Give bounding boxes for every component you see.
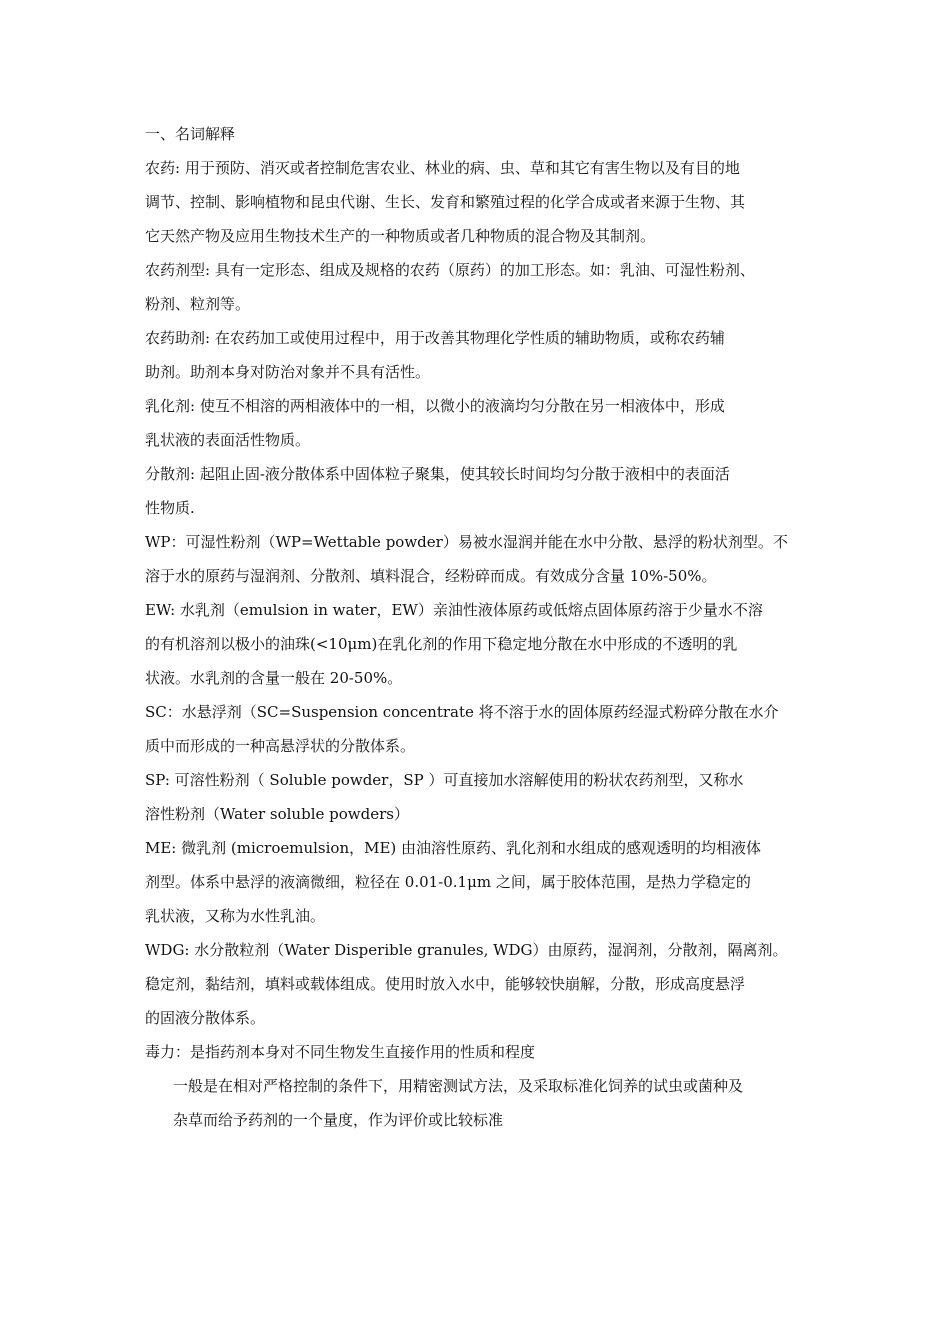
definition-paragraph (145, 321, 810, 389)
text-line: SC：水悬浮剂（SC=Suspension concentrate 将不溶于水的固体原药经湿式粉碎分散在水介 (145, 703, 779, 721)
indented-paragraph (145, 1069, 810, 1137)
text-line: 的有机溶剂以极小的油珠(<10μm)在乳化剂的作用下稳定地分散在水中形成的不透明的乳 (145, 635, 738, 653)
text-line: 乳化剂: 使互不相溶的两相液体中的一相，以微小的液滴均匀分散在另一相液体中，形成 (145, 397, 725, 415)
definition-paragraph (145, 831, 810, 933)
definition-paragraph (145, 525, 810, 593)
definitions-list (145, 151, 810, 1069)
definition-paragraph (145, 933, 810, 1035)
text-line: 它天然产物及应用生物技术生产的一种物质或者几种物质的混合物及其制剂。 (145, 227, 656, 245)
definition-paragraph (145, 457, 810, 525)
definition-paragraph (145, 763, 810, 831)
text-line: 一般是在相对严格控制的条件下，用精密测试方法，及采取标准化饲养的试虫或菌种及 (173, 1077, 744, 1095)
text-line: 调节、控制、影响植物和昆虫代谢、生长、发育和繁殖过程的化学合成或者来源于生物、其 (145, 193, 746, 211)
definition-paragraph (145, 1035, 810, 1069)
text-line: 溶于水的原药与湿润剂、分散剂、填料混合，经粉碎而成。有效成分含量 10%-50%。 (145, 567, 717, 585)
text-line: 剂型。体系中悬浮的液滴微细，粒径在 0.01-0.1μm 之间，属于胶体范围，是热力学稳定的 (145, 873, 751, 891)
definition-paragraph (145, 151, 810, 253)
text-line: ME: 微乳剂 (microemulsion，ME) 由油溶性原药、乳化剂和水组成的感观透明的均相液体 (145, 839, 762, 857)
text-line: 乳状液的表面活性物质。 (145, 431, 311, 449)
text-line: WDG: 水分散粒剂（Water Disperible granules, WDG）由原药，湿润剂，分散剂，隔离剂。 (145, 941, 788, 959)
text-line: 稳定剂，黏结剂，填料或载体组成。使用时放入水中，能够较快崩解，分散，形成高度悬浮 (145, 975, 746, 993)
text-line: 农药剂型: 具有一定形态、组成及规格的农药（原药）的加工形态。如：乳油、可湿性粉剂、 (145, 261, 755, 279)
text-line: 分散剂: 起阻止固-液分散体系中固体粒子聚集，使其较长时间均匀分散于液相中的表面活 (145, 465, 730, 483)
text-line: WP：可湿性粉剂（WP=Wettable powder）易被水湿润并能在水中分散、悬浮的粉状剂型。不 (145, 533, 788, 551)
text-line: 的固液分散体系。 (145, 1009, 266, 1027)
section-heading: 一、名词解释 (145, 125, 236, 143)
text-line: 农药: 用于预防、消灭或者控制危害农业、林业的病、虫、草和其它有害生物以及有目的地 (145, 159, 740, 177)
text-line: 状液。水乳剂的含量一般在 20-50%。 (145, 669, 403, 687)
document-body (145, 117, 810, 1137)
text-line: 性物质. (145, 499, 195, 517)
text-line: 杂草而给予药剂的一个量度，作为评价或比较标准 (173, 1111, 504, 1129)
text-line: 农药助剂: 在农药加工或使用过程中，用于改善其物理化学性质的辅助物质，或称农药辅 (145, 329, 725, 347)
text-line: 乳状液，又称为水性乳油。 (145, 907, 326, 925)
text-line: 粉剂、粒剂等。 (145, 295, 251, 313)
definition-paragraph (145, 593, 810, 695)
text-line: EW: 水乳剂（emulsion in water，EW）亲油性液体原药或低熔点固体原药溶于少量水不溶 (145, 601, 763, 619)
definition-paragraph (145, 389, 810, 457)
text-line: 毒力：是指药剂本身对不同生物发生直接作用的性质和程度 (145, 1043, 536, 1061)
text-line: 质中而形成的一种高悬浮状的分散体系。 (145, 737, 416, 755)
definition-paragraph (145, 253, 810, 321)
definition-paragraph (145, 695, 810, 763)
text-line: 助剂。助剂本身对防治对象并不具有活性。 (145, 363, 431, 381)
text-line: SP: 可溶性粉剂（ Soluble powder，SP ）可直接加水溶解使用的粉状农药剂型，又称水 (145, 771, 744, 789)
text-line: 溶性粉剂（Water soluble powders） (145, 805, 409, 823)
